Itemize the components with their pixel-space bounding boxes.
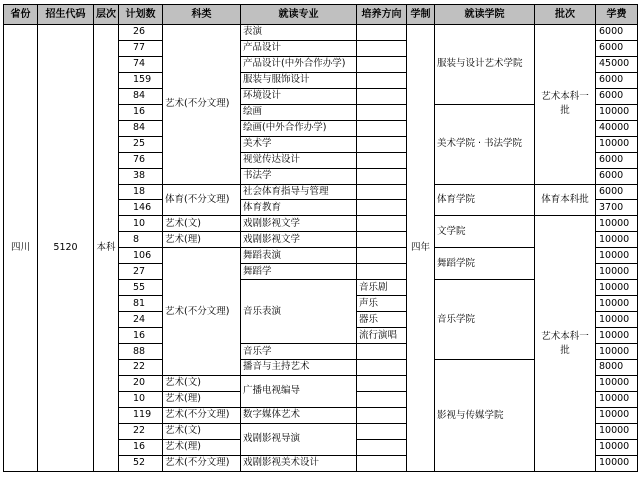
plan-cell: 16 — [119, 328, 163, 344]
header-fee: 学费 — [596, 5, 638, 25]
major-cell: 视觉传达设计 — [241, 152, 357, 168]
direction-cell — [357, 264, 407, 280]
direction-cell — [357, 56, 407, 72]
direction-cell — [357, 391, 407, 407]
fee-cell: 3700 — [596, 200, 638, 216]
direction-cell — [357, 168, 407, 184]
province-cell: 四川 — [4, 25, 38, 472]
major-cell: 戏剧影视导演 — [241, 423, 357, 455]
plan-cell: 55 — [119, 280, 163, 296]
header-row — [4, 5, 638, 25]
direction-cell: 流行演唱 — [357, 328, 407, 344]
batch-cell: 体育本科批 — [535, 184, 596, 216]
plan-cell: 74 — [119, 56, 163, 72]
table-row — [4, 25, 638, 41]
fee-cell: 10000 — [596, 264, 638, 280]
plan-cell: 24 — [119, 312, 163, 328]
header-category: 科类 — [163, 5, 241, 25]
major-cell: 播音与主持艺术 — [241, 360, 357, 376]
level-cell: 本科 — [94, 25, 119, 472]
fee-cell: 10000 — [596, 104, 638, 120]
category-cell: 艺术(不分文理) — [163, 407, 241, 423]
major-cell: 音乐表演 — [241, 280, 357, 344]
fee-cell: 10000 — [596, 296, 638, 312]
college-cell: 服装与设计艺术学院 — [435, 25, 535, 105]
fee-cell: 10000 — [596, 344, 638, 360]
plan-cell: 77 — [119, 40, 163, 56]
major-cell: 环境设计 — [241, 88, 357, 104]
fee-cell: 6000 — [596, 40, 638, 56]
fee-cell: 10000 — [596, 280, 638, 296]
fee-cell: 10000 — [596, 455, 638, 471]
direction-cell — [357, 120, 407, 136]
major-cell: 数字媒体艺术 — [241, 407, 357, 423]
plan-cell: 38 — [119, 168, 163, 184]
fee-cell: 10000 — [596, 312, 638, 328]
category-cell: 艺术(文) — [163, 423, 241, 439]
header-level: 层次 — [94, 5, 119, 25]
fee-cell: 6000 — [596, 88, 638, 104]
major-cell: 书法学 — [241, 168, 357, 184]
direction-cell — [357, 184, 407, 200]
category-cell: 艺术(文) — [163, 375, 241, 391]
plan-cell: 88 — [119, 344, 163, 360]
direction-cell — [357, 232, 407, 248]
fee-cell: 10000 — [596, 216, 638, 232]
fee-cell: 6000 — [596, 25, 638, 41]
major-cell: 表演 — [241, 25, 357, 41]
code-cell: 5120 — [38, 25, 94, 472]
header-code: 招生代码 — [38, 5, 94, 25]
plan-cell: 18 — [119, 184, 163, 200]
fee-cell: 10000 — [596, 423, 638, 439]
major-cell: 绘画(中外合作办学) — [241, 120, 357, 136]
major-cell: 绘画 — [241, 104, 357, 120]
plan-cell: 84 — [119, 120, 163, 136]
category-cell: 艺术(不分文理) — [163, 455, 241, 471]
major-cell: 戏剧影视美术设计 — [241, 455, 357, 471]
direction-cell — [357, 360, 407, 376]
plan-cell: 119 — [119, 407, 163, 423]
fee-cell: 6000 — [596, 168, 638, 184]
college-cell: 美术学院 · 书法学院 — [435, 104, 535, 184]
direction-cell — [357, 88, 407, 104]
fee-cell: 10000 — [596, 439, 638, 455]
fee-cell: 6000 — [596, 184, 638, 200]
direction-cell — [357, 152, 407, 168]
direction-cell — [357, 375, 407, 391]
direction-cell — [357, 407, 407, 423]
fee-cell: 10000 — [596, 391, 638, 407]
batch-cell: 艺术本科一批 — [535, 25, 596, 185]
category-cell: 艺术(理) — [163, 439, 241, 455]
plan-cell: 25 — [119, 136, 163, 152]
fee-cell: 10000 — [596, 375, 638, 391]
plan-cell: 22 — [119, 360, 163, 376]
fee-cell: 6000 — [596, 72, 638, 88]
category-cell: 艺术(不分文理) — [163, 248, 241, 376]
fee-cell: 6000 — [596, 152, 638, 168]
batch-cell: 艺术本科一批 — [535, 216, 596, 472]
direction-cell — [357, 200, 407, 216]
plan-cell: 159 — [119, 72, 163, 88]
direction-cell — [357, 40, 407, 56]
header-major: 就读专业 — [241, 5, 357, 25]
direction-cell — [357, 344, 407, 360]
direction-cell — [357, 439, 407, 455]
plan-cell: 76 — [119, 152, 163, 168]
direction-cell — [357, 72, 407, 88]
fee-cell: 10000 — [596, 328, 638, 344]
category-cell: 艺术(不分文理) — [163, 25, 241, 185]
plan-cell: 27 — [119, 264, 163, 280]
major-cell: 体育教育 — [241, 200, 357, 216]
duration-cell: 四年 — [407, 25, 435, 472]
category-cell: 艺术(文) — [163, 216, 241, 232]
direction-cell — [357, 216, 407, 232]
plan-cell: 16 — [119, 439, 163, 455]
enrollment-plan-table — [3, 4, 638, 472]
major-cell: 服装与服饰设计 — [241, 72, 357, 88]
fee-cell: 45000 — [596, 56, 638, 72]
direction-cell — [357, 423, 407, 439]
plan-cell: 22 — [119, 423, 163, 439]
direction-cell: 声乐 — [357, 296, 407, 312]
major-cell: 舞蹈表演 — [241, 248, 357, 264]
header-plan: 计划数 — [119, 5, 163, 25]
major-cell: 美术学 — [241, 136, 357, 152]
direction-cell — [357, 104, 407, 120]
college-cell: 舞蹈学院 — [435, 248, 535, 280]
fee-cell: 10000 — [596, 136, 638, 152]
major-cell: 戏剧影视文学 — [241, 232, 357, 248]
plan-cell: 26 — [119, 25, 163, 41]
college-cell: 影视与传媒学院 — [435, 360, 535, 472]
direction-cell — [357, 248, 407, 264]
direction-cell: 器乐 — [357, 312, 407, 328]
college-cell: 体育学院 — [435, 184, 535, 216]
major-cell: 音乐学 — [241, 344, 357, 360]
plan-cell: 10 — [119, 391, 163, 407]
header-direction: 培养方向 — [357, 5, 407, 25]
major-cell: 产品设计(中外合作办学) — [241, 56, 357, 72]
plan-cell: 84 — [119, 88, 163, 104]
plan-cell: 16 — [119, 104, 163, 120]
header-batch: 批次 — [535, 5, 596, 25]
plan-cell: 81 — [119, 296, 163, 312]
major-cell: 舞蹈学 — [241, 264, 357, 280]
major-cell: 社会体育指导与管理 — [241, 184, 357, 200]
plan-cell: 52 — [119, 455, 163, 471]
direction-cell: 音乐剧 — [357, 280, 407, 296]
major-cell: 产品设计 — [241, 40, 357, 56]
plan-cell: 10 — [119, 216, 163, 232]
header-duration: 学制 — [407, 5, 435, 25]
fee-cell: 8000 — [596, 360, 638, 376]
header-province: 省份 — [4, 5, 38, 25]
category-cell: 艺术(理) — [163, 232, 241, 248]
fee-cell: 10000 — [596, 248, 638, 264]
direction-cell — [357, 25, 407, 41]
fee-cell: 40000 — [596, 120, 638, 136]
plan-cell: 146 — [119, 200, 163, 216]
direction-cell — [357, 455, 407, 471]
direction-cell — [357, 136, 407, 152]
college-cell: 文学院 — [435, 216, 535, 248]
plan-cell: 106 — [119, 248, 163, 264]
fee-cell: 10000 — [596, 407, 638, 423]
header-college: 就读学院 — [435, 5, 535, 25]
plan-cell: 8 — [119, 232, 163, 248]
plan-cell: 20 — [119, 375, 163, 391]
major-cell: 戏剧影视文学 — [241, 216, 357, 232]
category-cell: 艺术(理) — [163, 391, 241, 407]
college-cell: 音乐学院 — [435, 280, 535, 360]
fee-cell: 10000 — [596, 232, 638, 248]
category-cell: 体育(不分文理) — [163, 184, 241, 216]
major-cell: 广播电视编导 — [241, 375, 357, 407]
